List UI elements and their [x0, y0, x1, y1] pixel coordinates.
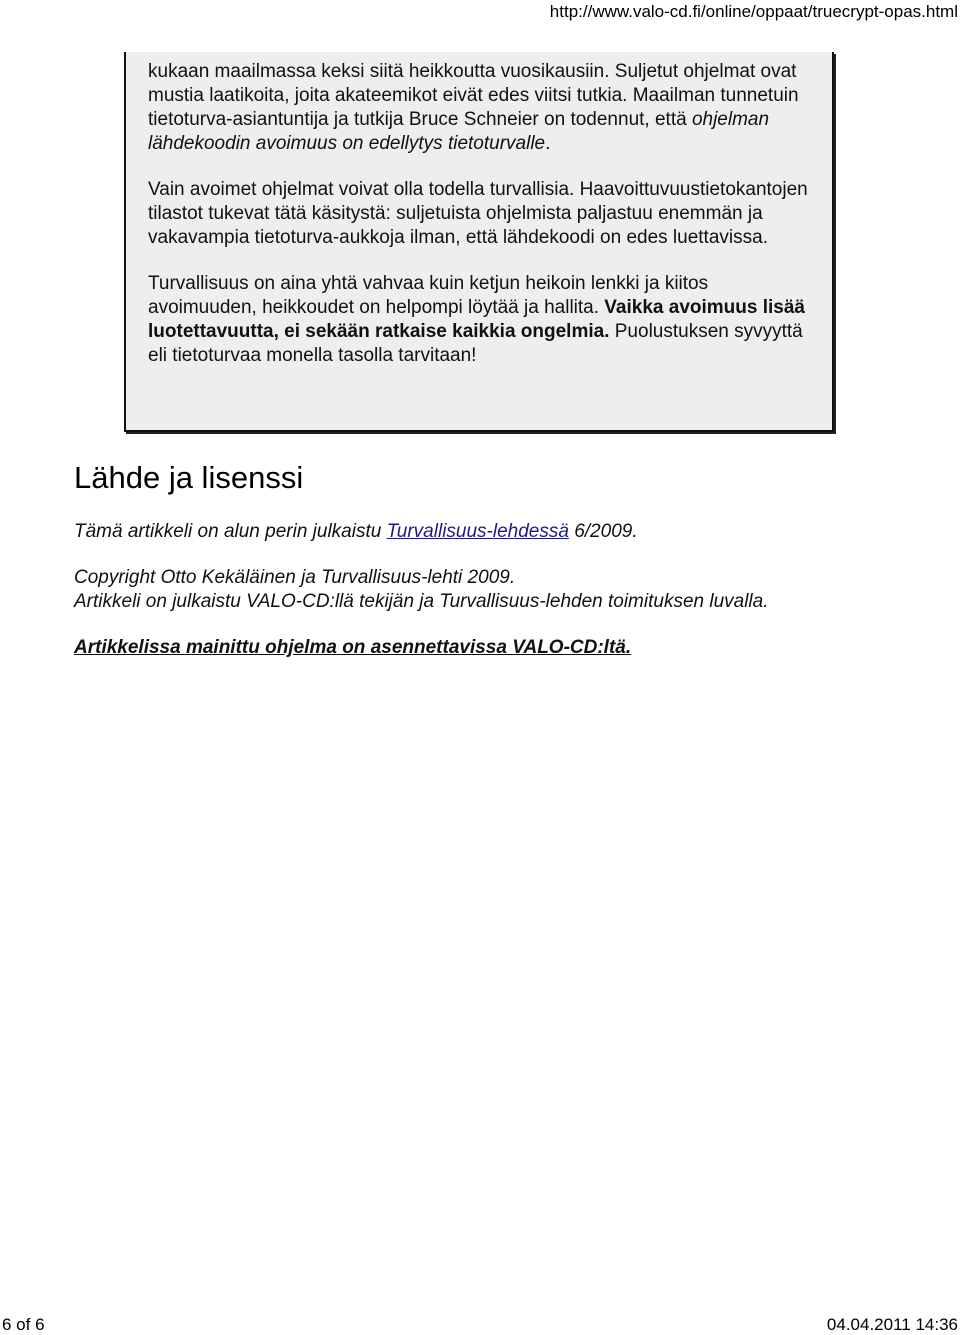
- quote-box-content: [148, 60, 818, 368]
- quote-paragraph-2: Vain avoimet ohjelmat voivat olla todella turvallisia. Haavoittuvuustietokantojen tilastot tukevat tätä käsitystä: suljetuista ohjelmista paljastuu enemmän ja vakavampia tietoturva-aukkoja ilman, että lähdekoodi on edes luettavissa.: [148, 179, 808, 248]
- copyright-line: Copyright Otto Kekäläinen ja Turvallisuus-lehti 2009.: [74, 567, 516, 588]
- quote-p1-italic: ohjelman lähdekoodin avoimuus on edellytys tietoturvalle: [148, 109, 770, 154]
- page-number: 6 of 6: [2, 1315, 45, 1334]
- source-text: Tämä artikkeli on alun perin julkaistu: [74, 521, 387, 542]
- quote-p1-text: kukaan maailmassa keksi siitä heikkoutta vuosikausiin. Suljetut ohjelmat ovat mustia laatikoita, joita akateemikot eivät edes viitsi tutkia. Maailman tunnetuin tietoturva-asiantuntija ja tutkija Bruce Schneier on todennut, että: [148, 61, 799, 130]
- quote-box: [124, 52, 834, 432]
- permission-line: Artikkeli on julkaistu VALO-CD:llä tekijän ja Turvallisuus-lehden toimituksen luvalla.: [74, 591, 769, 612]
- quote-p3-text: Turvallisuus on aina yhtä vahvaa kuin ketjun heikoin lenkki ja kiitos avoimuuden, heikkoudet on helpompi löytää ja hallita.: [148, 273, 709, 318]
- quote-p3-bold: Vaikka avoimuus lisää luotettavuutta, ei sekään ratkaise kaikkia ongelmia.: [148, 297, 805, 342]
- section-heading: Lähde ja lisenssi: [74, 460, 304, 495]
- install-note: [74, 636, 934, 660]
- quote-p1-end: .: [545, 133, 551, 154]
- source-line: [74, 520, 934, 544]
- license-block: [74, 566, 934, 614]
- quote-p3-end: Puolustuksen syvyyttä eli tietoturvaa monella tasolla tarvitaan!: [148, 321, 803, 366]
- quote-paragraph-3: [148, 272, 818, 368]
- section-body: [74, 520, 934, 660]
- page-url: http://www.valo-cd.fi/online/oppaat/truecrypt-opas.html: [549, 2, 958, 21]
- source-link[interactable]: Turvallisuus-lehdessä: [386, 521, 569, 542]
- print-datetime: 04.04.2011 14:36: [826, 1315, 958, 1334]
- install-note-text: Artikkelissa mainittu ohjelma on asennettavissa VALO-CD:ltä.: [74, 637, 632, 658]
- source-issue: 6/2009.: [568, 521, 638, 542]
- quote-paragraph-1: [148, 60, 818, 156]
